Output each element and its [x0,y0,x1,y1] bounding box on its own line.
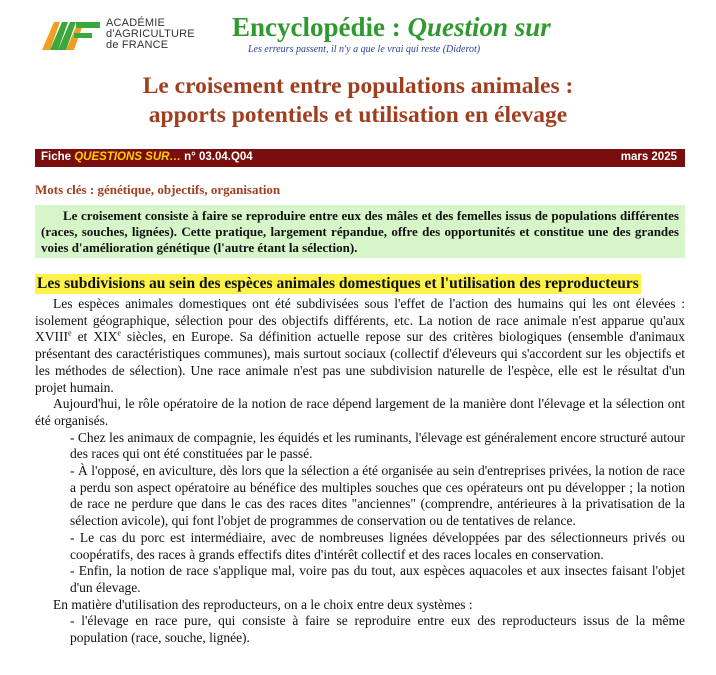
paragraph-1-part-c: siècles, en Europe. Sa définition actuelle repose sur des critères biologiques (ensemble d'animaux présentant des caractéristiques communes), mais surtout sociaux (collectif d'éleveurs qui s'accordent sur les objectifs et les méthodes de sélection). Une race animale n'est pas une subdivision naturelle de l'espèce, elle est le résultat d'un projet humain. [35,329,685,395]
encyclopedie-title [232,12,551,43]
fiche-bar [35,149,685,167]
encyclopedie-title-main: Encyclopédie : [232,12,408,42]
intro-text: Le croisement consiste à faire se reproduire entre eux des mâles et des femelles issus de populations différentes (races, souches, lignées). Cette pratique, largement répandue, offre des opportunités et constitue une des grandes voies d'amélioration génétique (l'autre étant la sélection). [41,208,679,255]
page-title [0,72,716,130]
paragraph-1-part-b: et XIX [71,329,118,345]
motto: Les erreurs passent, il n'y a que le vrai qui reste (Diderot) [248,44,481,55]
paragraph-1 [35,296,685,396]
fiche-date: mars 2025 [620,151,677,163]
academie-logo [40,17,195,58]
bullet-4: - Enfin, la notion de race s'applique mal, voire pas du tout, aux espèces aquacoles et aux insectes faisant l'objet d'un élevage. [70,563,685,595]
fiche-prefix: Fiche [41,151,75,163]
fiche-number: n° 03.04.Q04 [180,151,253,163]
fiche-reference [41,151,253,163]
fiche-series: QUESTIONS SUR… [74,151,181,163]
superscript: e [117,328,121,338]
logo-line-3: de FRANCE [106,39,169,51]
keywords: Mots clés : génétique, objectifs, organisation [35,182,281,197]
logo-line-2: d'AGRICULTURE [106,28,195,40]
paragraph-2: Aujourd'hui, le rôle opératoire de la notion de race dépend largement de la manière dont l'élevage et la sélection ont été organisés. [35,396,685,428]
section-heading: Les subdivisions au sein des espèces animales domestiques et l'utilisation des reproducteurs [37,275,639,292]
bullet-1: - Chez les animaux de compagnie, les équidés et les ruminants, l'élevage est généralement encore structuré autour des races qui ont été constituées par le passé. [70,429,685,462]
paragraph-1-part-a: Les espèces animales domestiques ont été subdivisées sous l'effet de l'action des humains qui les ont élevées : isolement géographique, sélection pour des objectifs différents, etc. La notion de race animale n'est apparue qu'aux XVIII [35,296,685,345]
superscript: e [68,328,72,338]
logo-line-1: ACADÉMIE [106,17,166,29]
logo-text [106,18,195,51]
intro-box [35,205,685,258]
paragraph-3: En matière d'utilisation des reproducteurs, on a le choix entre deux systèmes : [53,596,473,612]
bullet-5: - l'élevage en race pure, qui consiste à faire se reproduire entre eux des reproducteurs issus de la même population (race, souche, lignée). [70,613,685,646]
bullet-2: - À l'opposé, en aviculture, dès lors que la sélection a été organisée au sein d'entreprises privées, la notion de race a perdu son aspect opératoire au bénéfice des multiples souches que ces opérateurs ont pu développer ; la notion de race ne perdure que dans le cas des races dites "anciennes" (comprendre, antérieures à la privatisation de la sélection avicole), qui font l'objet de programmes de conservation ou de tentatives de relance. [70,463,685,529]
body-text [35,296,685,647]
aaf-logo-mark [40,18,102,52]
page-title-line-1: Le croisement entre populations animales : [142,73,574,99]
bullet-3: - Le cas du porc est intermédiaire, avec de nombreuses lignées développées par des sélectionneurs privés ou coopératifs, des races à grands effectifs dites d'intérêt collectif et des races locales en conservation. [70,529,685,562]
encyclopedie-title-italic: Question sur [407,12,551,42]
page-title-line-2: apports potentiels et utilisation en élevage [148,102,568,128]
